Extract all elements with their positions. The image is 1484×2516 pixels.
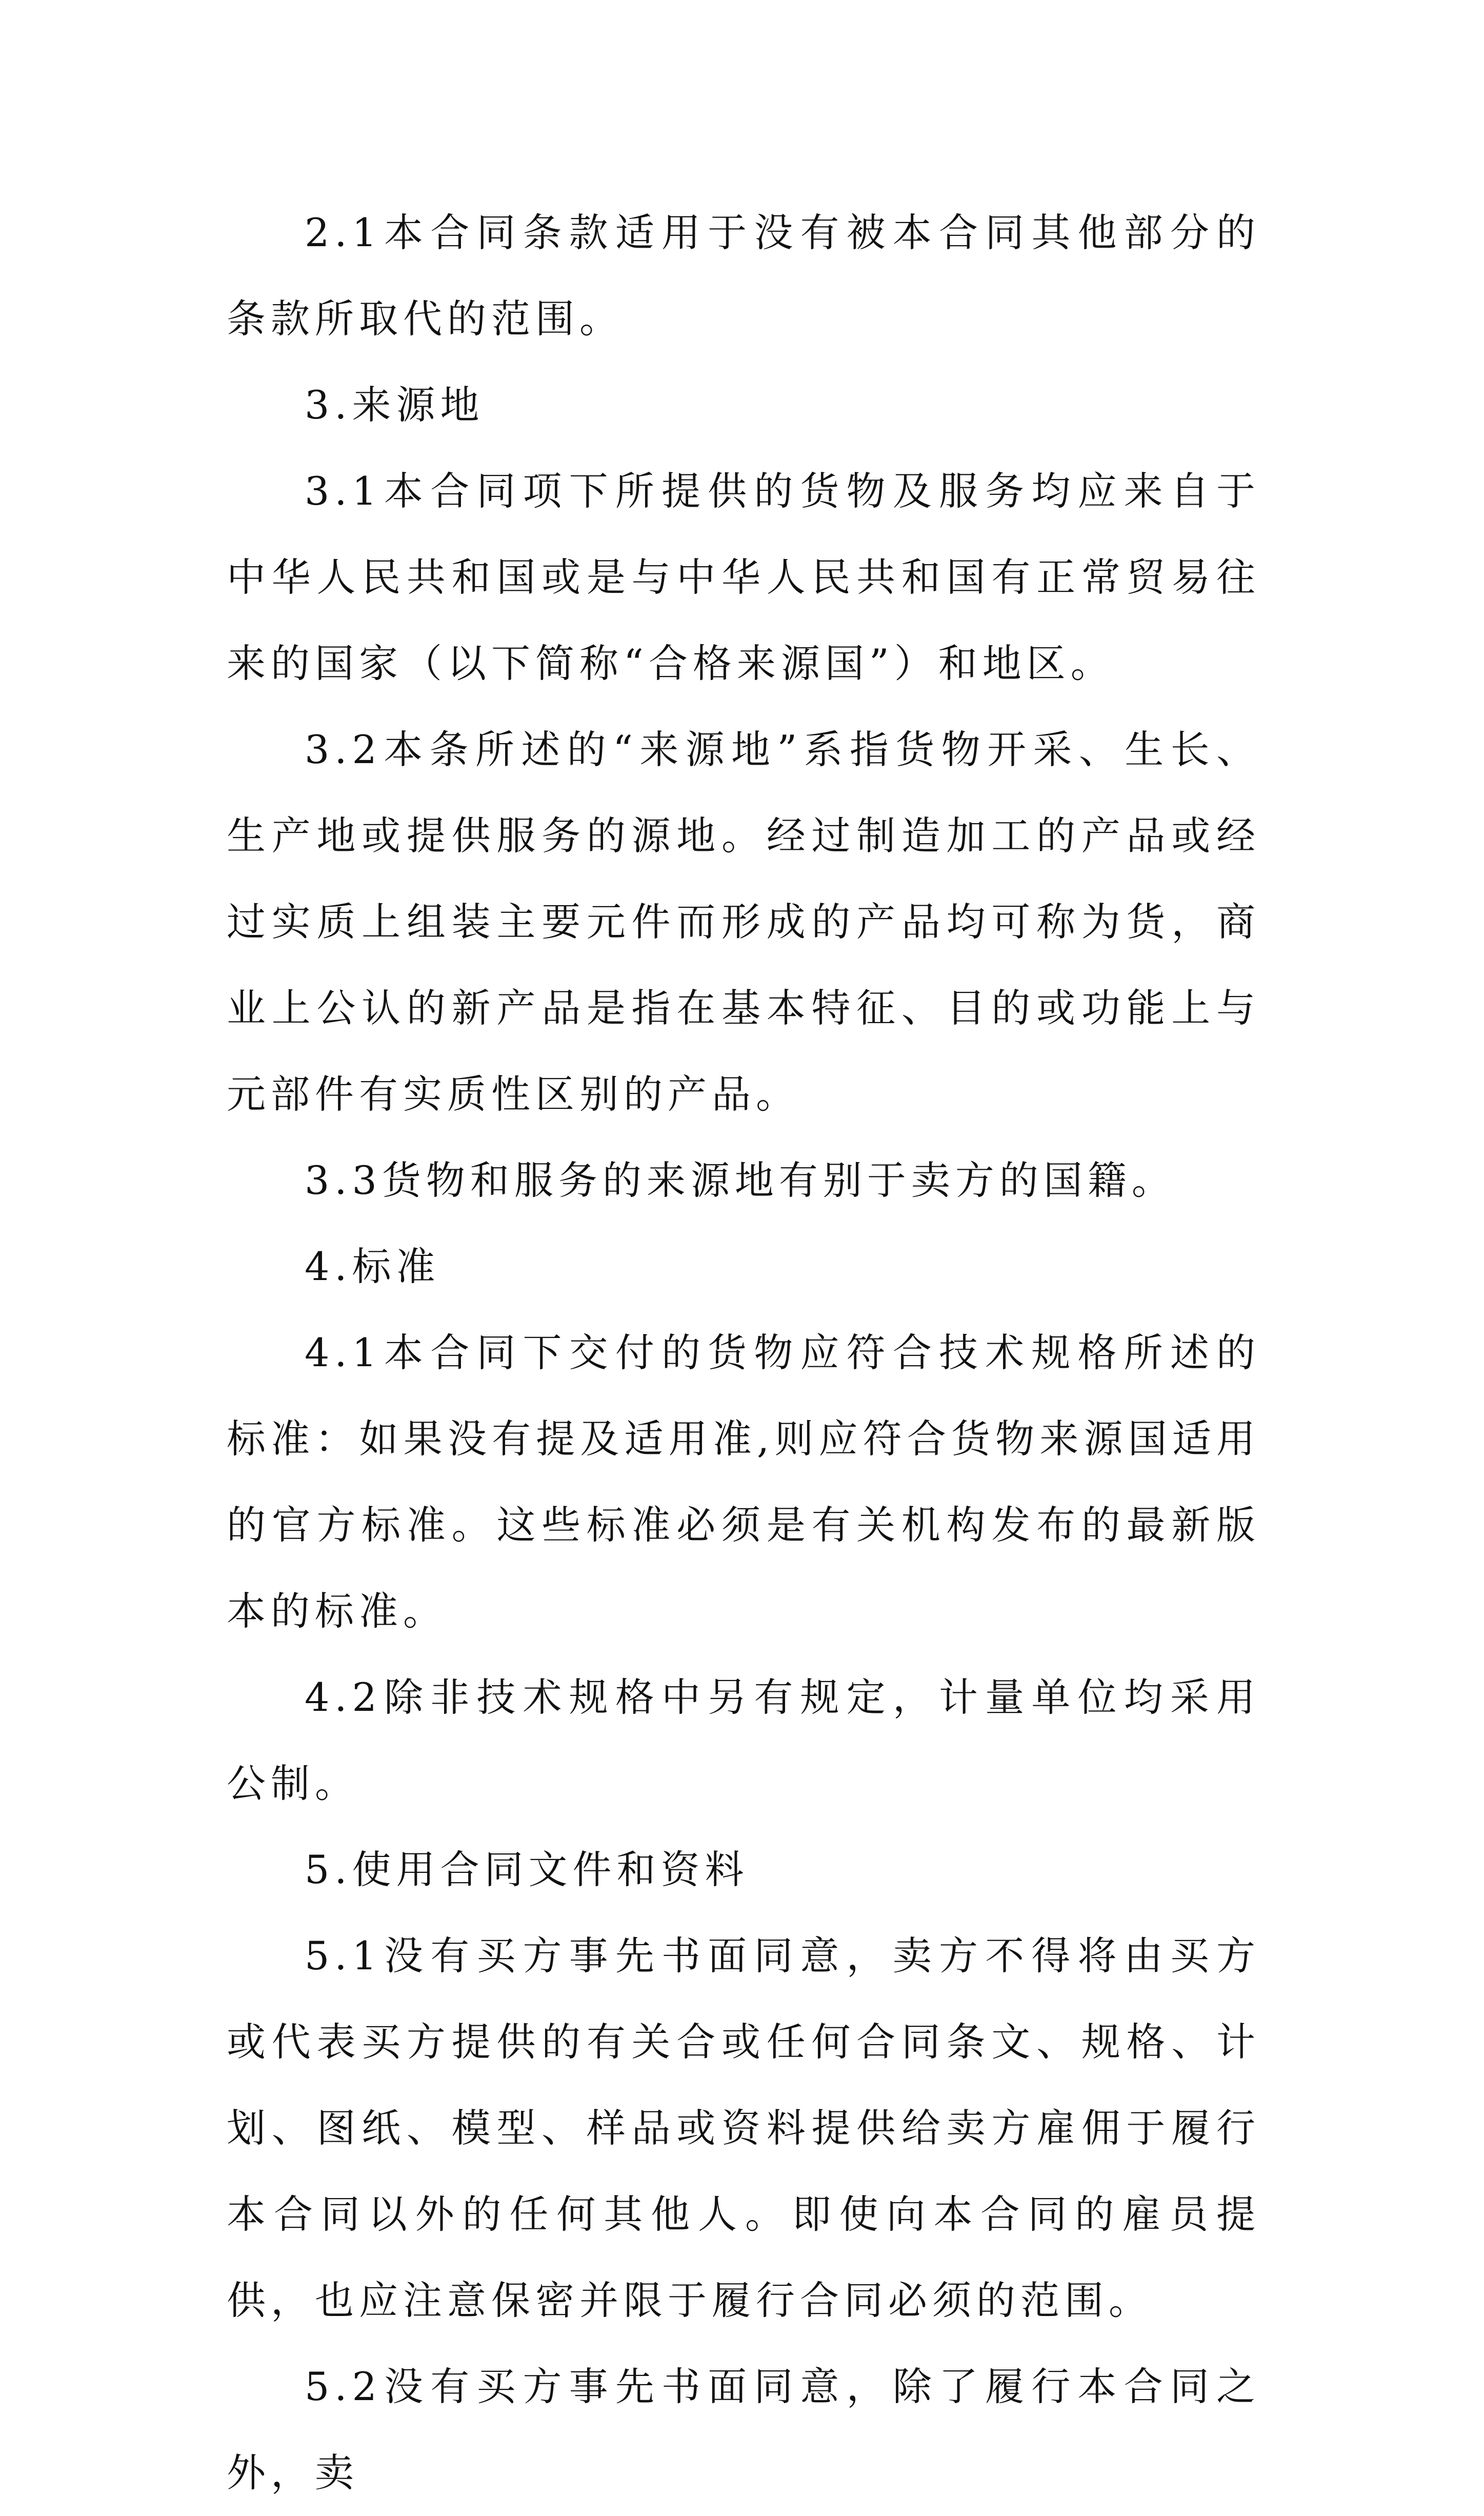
heading-5-documents: 5.使用合同文件和资料: [305, 1847, 749, 1892]
clause-4-1: 4.1本合同下交付的货物应符合技术规格所述的标准：如果没有提及适用准,则应符合货物来源国适用的官方标准。这些标准必须是有关机构发布的最新版本的标准。: [227, 1330, 1260, 1634]
clause-3-3: 3.3货物和服务的来源地有别于卖方的国籍。: [305, 1157, 1176, 1203]
heading-4-standards: 4.标准: [305, 1244, 440, 1289]
document-body: [227, 190, 1260, 2516]
clause-5-2: 5.2没有买方事先书面同意，除了履行本合同之外，卖: [227, 2364, 1260, 2495]
clause-5-1: 5.1没有买方事先书面同意，卖方不得将由买方或代表买方提供的有关合或任何合同条文、规格、计划、图纸、模型、样品或资料提供给卖方雇佣于履行本合同以外的任何其他人。即使向本合同的雇员提供，也应注意保密并限于履行合同必须的范围。: [227, 1933, 1260, 2323]
heading-3-origin: 3.来源地: [305, 382, 485, 428]
clause-3-1: 3.1本合同项下所提供的货物及服务均应来自于中华人民共和国或是与中华人民共和国有正常贸易往来的国家（以下简称“合格来源国”）和地区。: [227, 468, 1260, 686]
clause-3-2: 3.2本条所述的“来源地”系指货物开采、生长、生产地或提供服务的源地。经过制造加工的产品或经过实质上组装主要元件而形成的产品均可称为货，商业上公认的新产品是指在基本特征、目的或功能上与元部件有实质性区别的产品。: [227, 727, 1260, 1117]
clause-2-1: 2.1本合同条款适用于没有被本合同其他部分的条款所取代的范围。: [227, 210, 1260, 342]
clause-4-2: 4.2除非技术规格中另有规定，计量单位均采用公制。: [227, 1674, 1260, 1806]
